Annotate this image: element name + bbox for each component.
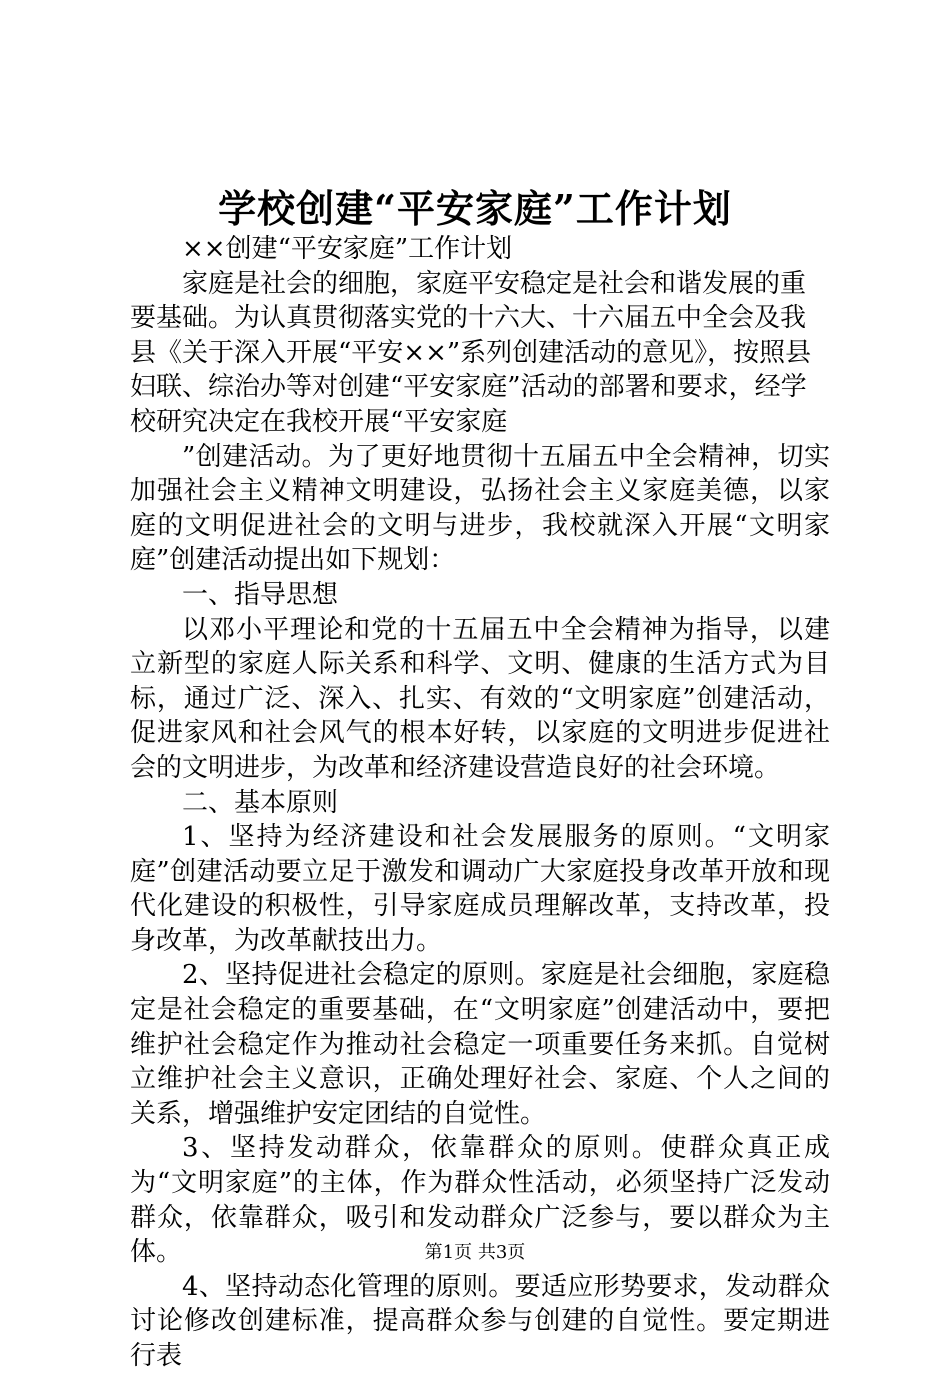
- section-heading: 二、基本原则: [182, 787, 339, 818]
- paragraph: 1、坚持为经济建设和社会发展服务的原则。“文明家庭”创建活动要立足于激发和调动广大家庭投身改革开放和现代化建设的积极性，引导家庭成员理解改革，支持改革，投身改革，为改革献技出力。: [130, 822, 830, 956]
- paragraph: 以邓小平理论和党的十五届五中全会精神为指导，以建立新型的家庭人际关系和科学、文明、健康的生活方式为目标，通过广泛、深入、扎实、有效的“文明家庭”创建活动，促进家风和社会风气的根本好转，以家庭的文明进步促进社会的文明进步，为改革和经济建设营造良好的社会环境。: [130, 614, 830, 783]
- paragraph: 3、坚持发动群众，依靠群众的原则。使群众真正成为“文明家庭”的主体，作为群众性活动，必须坚持广泛发动群众，依靠群众，吸引和发动群众广泛参与，要以群众为主体。: [130, 1133, 830, 1268]
- paragraph: ”创建活动。为了更好地贯彻十五届五中全会精神，切实加强社会主义精神文明建设，弘扬社会主义家庭美德，以家庭的文明促进社会的文明与进步，我校就深入开展“文明家庭”创建活动提出如下规划：: [130, 441, 830, 576]
- paragraph: 4、坚持动态化管理的原则。要适应形势要求，发动群众讨论修改创建标准，提高群众参与创建的自觉性。要定期进行表: [130, 1271, 830, 1371]
- section-heading: 一、指导思想: [182, 579, 339, 610]
- paragraph: 2、坚持促进社会稳定的原则。家庭是社会细胞，家庭稳定是社会稳定的重要基础，在“文明家庭”创建活动中，要把维护社会稳定作为推动社会稳定一项重要任务来抓。自觉树立维护社会主义意识，正确处理好社会、家庭、个人之间的关系，增强维护安定团结的自觉性。: [130, 960, 830, 1129]
- document-title: 学校创建“平安家庭”工作计划: [218, 186, 732, 231]
- document-body: [130, 232, 830, 1374]
- page-footer: 第1页 共3页: [424, 1242, 526, 1263]
- paragraph: ××创建“平安家庭”工作计划: [182, 234, 513, 264]
- paragraph: 家庭是社会的细胞，家庭平安稳定是社会和谐发展的重要基础。为认真贯彻落实党的十六大、十六届五中全会及我县《关于深入开展“平安××”系列创建活动的意见》，按照县妇联、综治办等对创建“平安家庭”活动的部署和要求，经学校研究决定在我校开展“平安家庭: [130, 268, 812, 437]
